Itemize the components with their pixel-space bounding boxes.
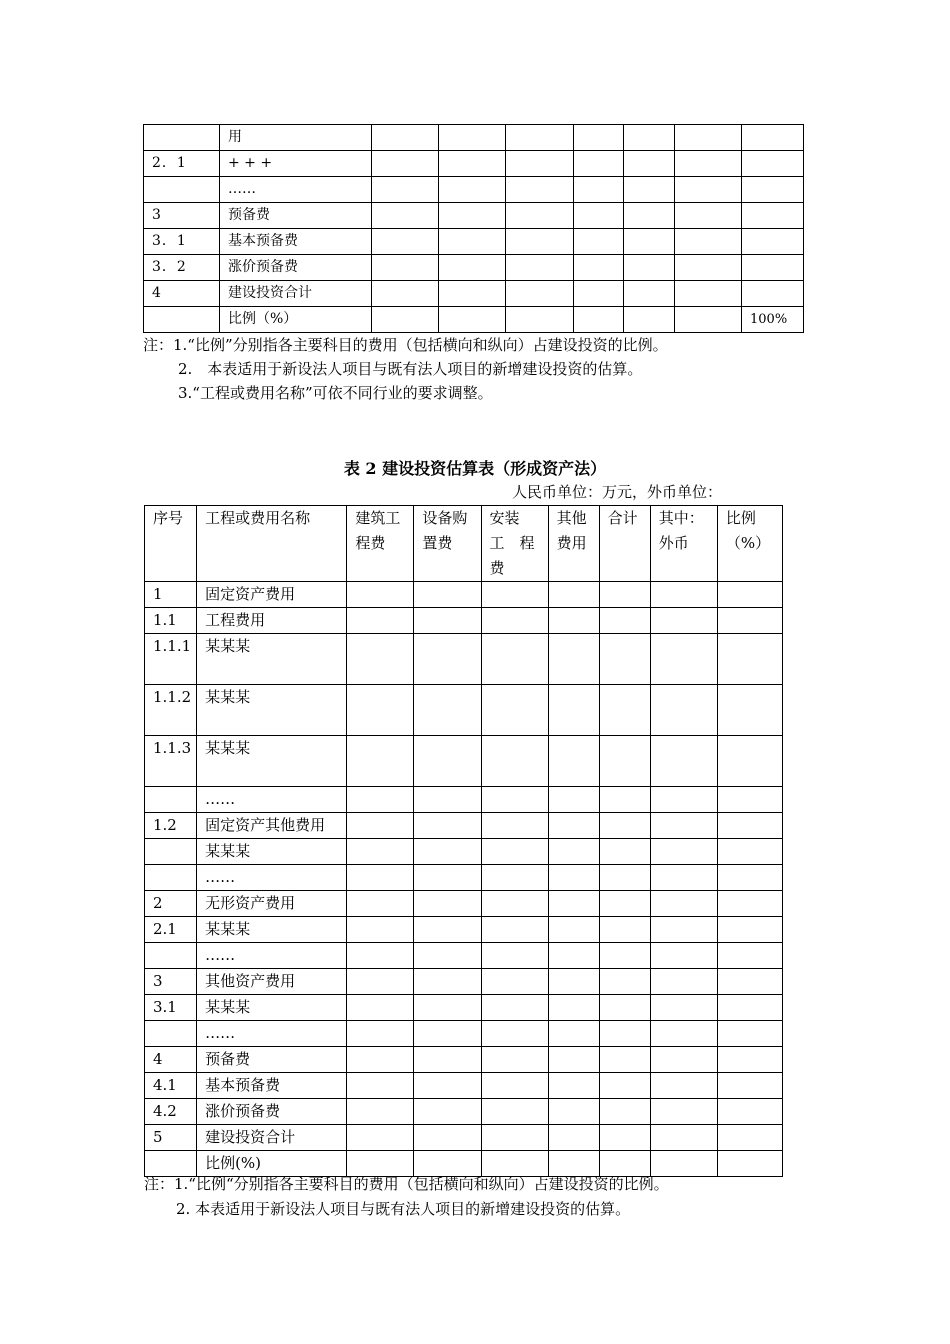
header-foreign: 其中：外币 (650, 506, 717, 582)
header-name: 工程或费用名称 (197, 506, 347, 582)
row-name: 固定资产费用 (197, 582, 347, 608)
row-number: 1.1.3 (145, 736, 197, 787)
row-name: 基本预备费 (197, 1073, 347, 1099)
table-row (145, 813, 783, 839)
header-ratio: 比例（%） (717, 506, 782, 582)
header-construction: 建筑工程费 (347, 506, 414, 582)
row-name: …… (220, 177, 372, 203)
header-other: 其他费用 (548, 506, 599, 582)
row-number: 3.1 (145, 995, 197, 1021)
row-name: 某某某 (197, 839, 347, 865)
row-number (145, 787, 197, 813)
table-row (145, 634, 783, 685)
row-name: 某某某 (197, 685, 347, 736)
row-name: 比例(%) (197, 1151, 347, 1177)
row-name: 无形资产费用 (197, 891, 347, 917)
table-row (145, 685, 783, 736)
row-number: 1.2 (145, 813, 197, 839)
row-number: 3．1 (144, 229, 220, 255)
row-name: 某某某 (197, 736, 347, 787)
row-name: 某某某 (197, 634, 347, 685)
investment-estimate-table (144, 505, 783, 1177)
table-row (145, 917, 783, 943)
row-number: 5 (145, 1125, 197, 1151)
ratio-total: 100% (742, 307, 804, 333)
table-row (145, 995, 783, 1021)
row-name: 用 (220, 125, 372, 151)
row-number: 4.1 (145, 1073, 197, 1099)
row-name: 基本预备费 (220, 229, 372, 255)
header-equipment: 设备购置费 (414, 506, 481, 582)
row-name: 固定资产其他费用 (197, 813, 347, 839)
row-name: …… (197, 1021, 347, 1047)
row-number: 1.1 (145, 608, 197, 634)
table-row (144, 307, 804, 333)
table-row (144, 281, 804, 307)
table-row (145, 839, 783, 865)
row-number: 3 (144, 203, 220, 229)
row-number (144, 307, 220, 333)
row-name: 其他资产费用 (197, 969, 347, 995)
note-3: 3.“工程或费用名称”可依不同行业的要求调整。 (178, 384, 493, 402)
row-number: 1.1.1 (145, 634, 197, 685)
table-row (145, 1021, 783, 1047)
row-number: 3．2 (144, 255, 220, 281)
row-number: 3 (145, 969, 197, 995)
row-number (145, 943, 197, 969)
table-row (144, 229, 804, 255)
row-number: 2.1 (145, 917, 197, 943)
table-row (145, 969, 783, 995)
row-number: 1 (145, 582, 197, 608)
row-name: 某某某 (197, 995, 347, 1021)
table-row (145, 608, 783, 634)
header-row (145, 506, 783, 582)
note-5: 2. 本表适用于新设法人项目与既有法人项目的新增建设投资的估算。 (176, 1200, 631, 1218)
table-row (145, 891, 783, 917)
row-number (145, 839, 197, 865)
row-name: 涨价预备费 (197, 1099, 347, 1125)
table-row (145, 736, 783, 787)
table-row (144, 255, 804, 281)
row-number: 2．1 (144, 151, 220, 177)
row-number: 4.2 (145, 1099, 197, 1125)
table-row (144, 125, 804, 151)
row-name: …… (197, 943, 347, 969)
row-name: 比例（%） (220, 307, 372, 333)
header-installation: 安装 工 程费 (481, 506, 548, 582)
note-4: 注：1.“比例“分别指各主要科目的费用（包括横向和纵向）占建设投资的比例。 (144, 1175, 669, 1193)
header-no: 序号 (145, 506, 197, 582)
investment-table-continued (143, 124, 804, 333)
row-name: 建设投资合计 (197, 1125, 347, 1151)
table-row (144, 203, 804, 229)
note-1: 注：1.“比例”分别指各主要科目的费用（包括横向和纵向）占建设投资的比例。 (143, 336, 668, 354)
table-row (145, 582, 783, 608)
row-name: …… (197, 865, 347, 891)
row-number (145, 1021, 197, 1047)
table-row (145, 1073, 783, 1099)
header-total: 合计 (599, 506, 650, 582)
table-row (145, 1099, 783, 1125)
table-row (145, 865, 783, 891)
row-number: 1.1.2 (145, 685, 197, 736)
row-name: 预备费 (220, 203, 372, 229)
table-row (145, 1125, 783, 1151)
row-number: 2 (145, 891, 197, 917)
row-number (144, 125, 220, 151)
table-title: 表 2 建设投资估算表（形成资产法） (343, 459, 607, 478)
row-name: …… (197, 787, 347, 813)
table-row (145, 1047, 783, 1073)
table-row (144, 177, 804, 203)
row-name: 预备费 (197, 1047, 347, 1073)
row-name: 建设投资合计 (220, 281, 372, 307)
row-number (144, 177, 220, 203)
currency-unit: 人民币单位：万元，外币单位： (512, 483, 723, 501)
row-name: 工程费用 (197, 608, 347, 634)
table-row (144, 151, 804, 177)
row-name: 涨价预备费 (220, 255, 372, 281)
row-number: 4 (144, 281, 220, 307)
row-number: 4 (145, 1047, 197, 1073)
row-name: 某某某 (197, 917, 347, 943)
row-number (145, 865, 197, 891)
row-name: + + + (220, 151, 372, 177)
note-2: 2. 本表适用于新设法人项目与既有法人项目的新增建设投资的估算。 (178, 360, 643, 378)
table-row (145, 787, 783, 813)
table-row (145, 943, 783, 969)
